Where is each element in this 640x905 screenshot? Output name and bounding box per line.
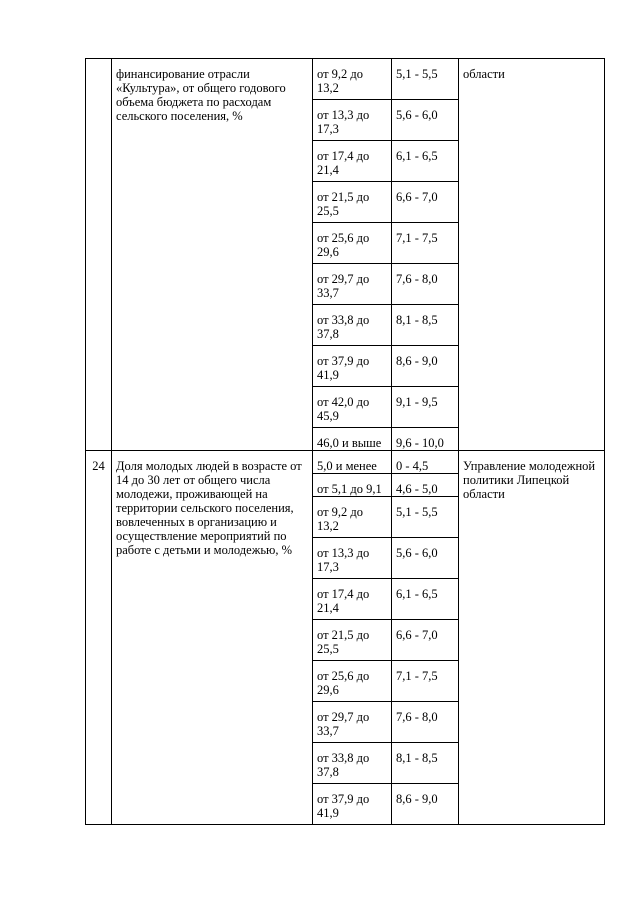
table-row (86, 59, 605, 100)
score-range: 6,1 - 6,5 (392, 579, 459, 620)
score-range: 6,6 - 7,0 (392, 620, 459, 661)
table-row (86, 451, 605, 474)
responsible-body: Управление молодежной политики Липецкой области (459, 451, 605, 825)
score-range: 0 - 4,5 (392, 451, 459, 474)
score-range: 7,6 - 8,0 (392, 264, 459, 305)
value-range: от 25,6 до 29,6 (313, 223, 392, 264)
value-range: от 33,8 до 37,8 (313, 743, 392, 784)
value-range: от 37,9 до 41,9 (313, 346, 392, 387)
responsible-body: области (459, 59, 605, 451)
value-range: от 37,9 до 41,9 (313, 784, 392, 825)
value-range: от 5,1 до 9,1 (313, 474, 392, 497)
value-range: от 29,7 до 33,7 (313, 264, 392, 305)
value-range: от 21,5 до 25,5 (313, 620, 392, 661)
value-range: от 33,8 до 37,8 (313, 305, 392, 346)
score-range: 8,1 - 8,5 (392, 743, 459, 784)
indicator-number (86, 59, 112, 451)
value-range: 46,0 и выше (313, 428, 392, 451)
criteria-table-body (86, 59, 605, 825)
score-range: 9,6 - 10,0 (392, 428, 459, 451)
value-range: от 25,6 до 29,6 (313, 661, 392, 702)
value-range: от 9,2 до 13,2 (313, 497, 392, 538)
score-range: 7,1 - 7,5 (392, 223, 459, 264)
score-range: 6,6 - 7,0 (392, 182, 459, 223)
score-range: 9,1 - 9,5 (392, 387, 459, 428)
score-range: 5,1 - 5,5 (392, 497, 459, 538)
value-range: от 13,3 до 17,3 (313, 538, 392, 579)
score-range: 8,1 - 8,5 (392, 305, 459, 346)
score-range: 5,1 - 5,5 (392, 59, 459, 100)
criteria-table (85, 58, 605, 825)
value-range: от 42,0 до 45,9 (313, 387, 392, 428)
value-range: от 17,4 до 21,4 (313, 579, 392, 620)
value-range: от 21,5 до 25,5 (313, 182, 392, 223)
score-range: 7,1 - 7,5 (392, 661, 459, 702)
score-range: 8,6 - 9,0 (392, 784, 459, 825)
value-range: от 9,2 до 13,2 (313, 59, 392, 100)
score-range: 6,1 - 6,5 (392, 141, 459, 182)
indicator-number: 24 (86, 451, 112, 825)
value-range: 5,0 и менее (313, 451, 392, 474)
value-range: от 13,3 до 17,3 (313, 100, 392, 141)
score-range: 4,6 - 5,0 (392, 474, 459, 497)
indicator-name: Доля молодых людей в возрасте от 14 до 30 лет от общего числа молодежи, проживающей на территории сельского поселения, вовлеченных в организацию и осуществление мероприятий по работе с детьми и молодежью, % (112, 451, 313, 825)
score-range: 5,6 - 6,0 (392, 100, 459, 141)
score-range: 5,6 - 6,0 (392, 538, 459, 579)
indicator-name: финансирование отрасли «Культура», от общего годового объема бюджета по расходам сельского поселения, % (112, 59, 313, 451)
score-range: 7,6 - 8,0 (392, 702, 459, 743)
value-range: от 17,4 до 21,4 (313, 141, 392, 182)
value-range: от 29,7 до 33,7 (313, 702, 392, 743)
score-range: 8,6 - 9,0 (392, 346, 459, 387)
